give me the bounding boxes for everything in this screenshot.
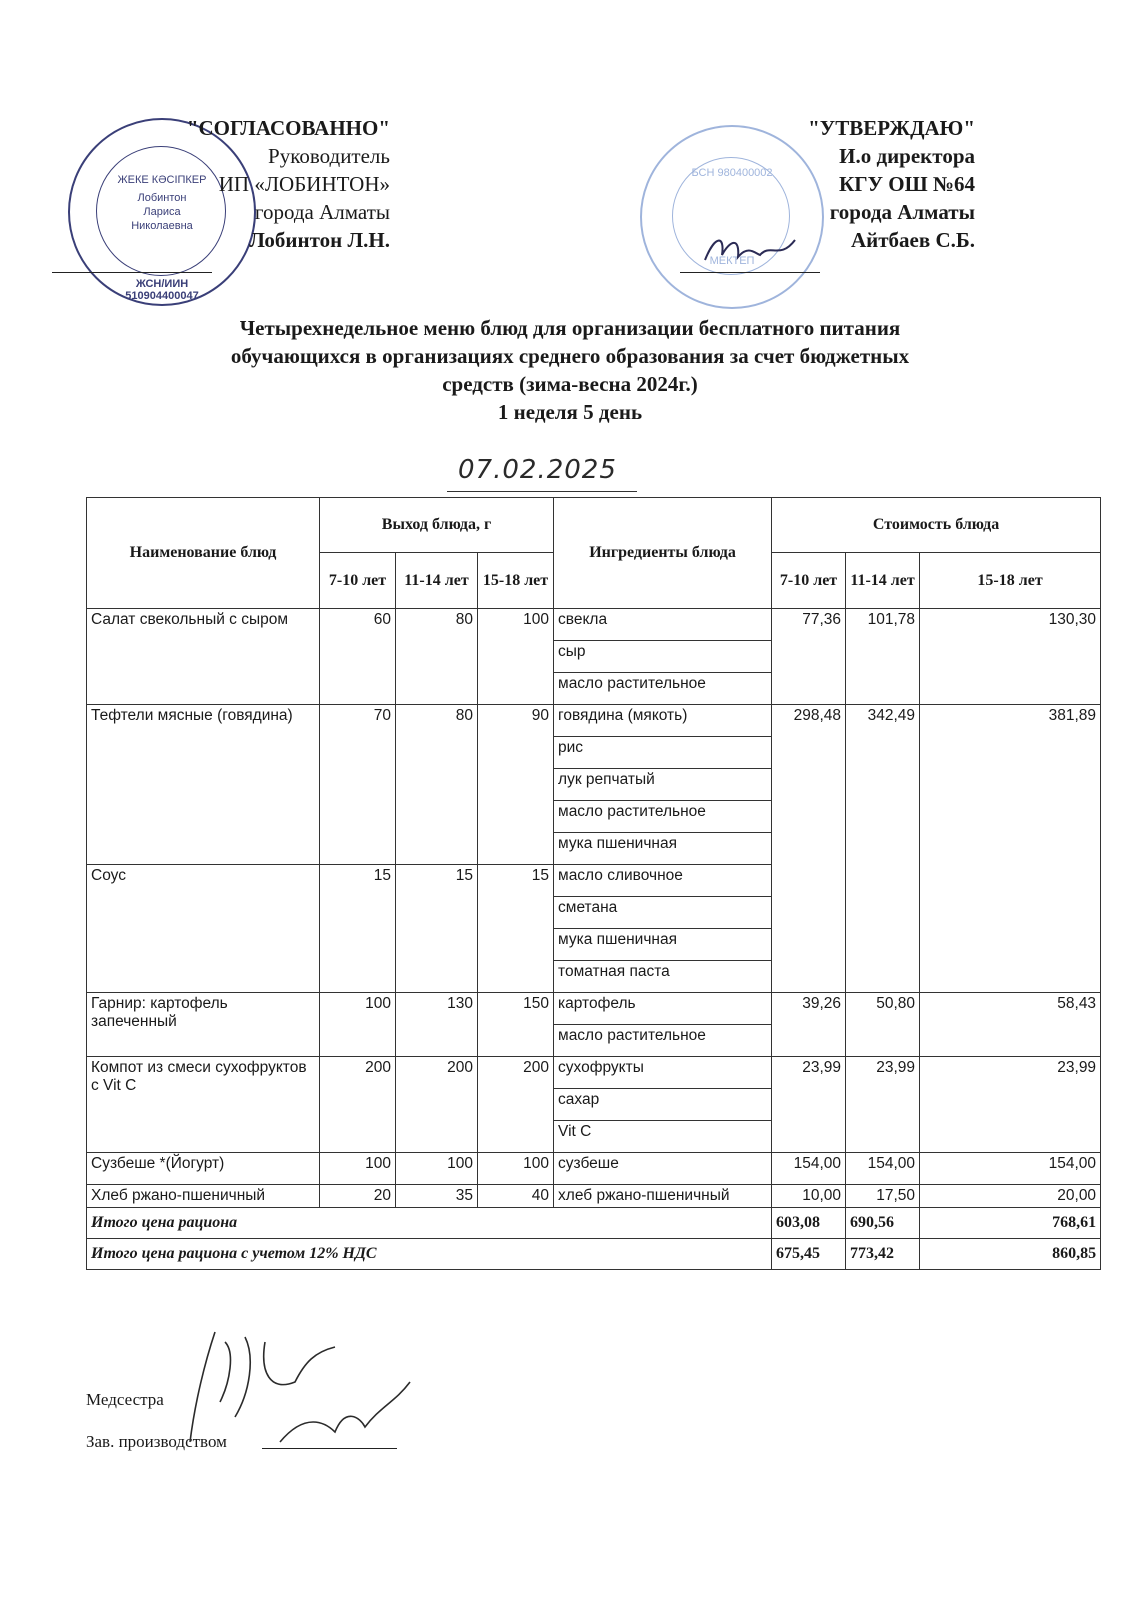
- dish-cost-15-18: 23,99: [920, 1057, 1101, 1153]
- header-cost-age-7-10: 7-10 лет: [772, 553, 846, 609]
- dish-name: Сузбеше *(Йогурт): [87, 1153, 320, 1185]
- ingredient: сузбеше: [554, 1153, 772, 1185]
- dish-cost-7-10: 39,26: [772, 993, 846, 1057]
- dish-cost-11-14: 23,99: [846, 1057, 920, 1153]
- dish-yield-7-10: 20: [320, 1185, 396, 1208]
- table-row: [87, 1057, 1101, 1089]
- ingredient: свекла: [554, 609, 772, 641]
- total-row: [87, 1208, 1101, 1239]
- left-stamp-text-6: 510904400047: [125, 290, 199, 302]
- dish-yield-11-14: 100: [396, 1153, 478, 1185]
- dish-yield-11-14: 35: [396, 1185, 478, 1208]
- dish-cost-11-14: 101,78: [846, 609, 920, 705]
- ingredient: хлеб ржано-пшеничный: [554, 1185, 772, 1208]
- ingredient: масло растительное: [554, 673, 772, 705]
- ingredient: мука пшеничная: [554, 929, 772, 961]
- ingredient: сухофрукты: [554, 1057, 772, 1089]
- header-dish-name: Наименование блюд: [87, 498, 320, 609]
- dish-yield-11-14: 130: [396, 993, 478, 1057]
- dish-yield-7-10: 60: [320, 609, 396, 705]
- total-label: Итого цена рациона: [87, 1208, 772, 1239]
- ingredient: сметана: [554, 897, 772, 929]
- dish-yield-15-18: 40: [478, 1185, 554, 1208]
- table-row: [87, 609, 1101, 641]
- header-right-line4: Айтбаев С.Б.: [850, 228, 975, 252]
- dish-cost-11-14: 50,80: [846, 993, 920, 1057]
- header-right-line1: И.о директора: [839, 144, 975, 168]
- dish-cost-15-18: 130,30: [920, 609, 1101, 705]
- dish-yield-7-10: 100: [320, 993, 396, 1057]
- dish-cost-7-10: 10,00: [772, 1185, 846, 1208]
- dish-cost-15-18: 20,00: [920, 1185, 1101, 1208]
- header-left-title: "СОГЛАСОВАННО": [186, 116, 390, 140]
- dish-yield-11-14: 200: [396, 1057, 478, 1153]
- right-stamp-text-2: МЕКТЕП: [709, 255, 755, 267]
- header-cost-age-15-18: 15-18 лет: [920, 553, 1101, 609]
- dish-yield-7-10: 200: [320, 1057, 396, 1153]
- nurse-label: Медсестра: [86, 1390, 164, 1409]
- header-yield-age-7-10: 7-10 лет: [320, 553, 396, 609]
- total-vat-row: [87, 1239, 1101, 1270]
- header-left-line1: Руководитель: [268, 144, 390, 168]
- left-stamp-text-1: ЖЕКЕ КӘСІПКЕР: [117, 174, 207, 186]
- dish-name: Тефтели мясные (говядина): [87, 705, 320, 865]
- dish-yield-15-18: 100: [478, 609, 554, 705]
- handwritten-date: 07.02.2025: [458, 455, 617, 485]
- dish-yield-11-14: 15: [396, 865, 478, 993]
- dish-cost-11-14: 342,49: [846, 705, 920, 993]
- total-15-18: 768,61: [920, 1208, 1101, 1239]
- ingredient: говядина (мякоть): [554, 705, 772, 737]
- ingredient: масло сливочное: [554, 865, 772, 897]
- table-row: [87, 1185, 1101, 1208]
- ingredient: рис: [554, 737, 772, 769]
- ingredient: лук репчатый: [554, 769, 772, 801]
- menu-table: [86, 497, 1101, 1270]
- document-title: [60, 314, 1080, 426]
- header-yield-age-11-14: 11-14 лет: [396, 553, 478, 609]
- total-vat-7-10: 675,45: [772, 1239, 846, 1270]
- header-left-block: [100, 114, 390, 254]
- total-11-14: 690,56: [846, 1208, 920, 1239]
- left-stamp-text-3: Лариса: [143, 206, 181, 218]
- left-stamp-text-5: ЖСН/ИИН: [135, 278, 189, 290]
- title-line-3: средств (зима-весна 2024г.): [442, 372, 698, 396]
- header-right-line2: КГУ ОШ №64: [839, 172, 975, 196]
- title-line-2: обучающихся в организациях среднего образования за счет бюджетных: [230, 344, 910, 368]
- dish-yield-7-10: 70: [320, 705, 396, 865]
- title-line-4: 1 неделя 5 день: [497, 400, 643, 424]
- total-vat-label: Итого цена рациона с учетом 12% НДС: [87, 1239, 772, 1270]
- dish-name: Гарнир: картофель запеченный: [87, 993, 320, 1057]
- dish-yield-15-18: 200: [478, 1057, 554, 1153]
- header-left-line2: ИП «ЛОБИНТОН»: [218, 172, 390, 196]
- header-right-line3: города Алматы: [829, 200, 975, 224]
- dish-cost-7-10: 298,48: [772, 705, 846, 993]
- dish-yield-15-18: 90: [478, 705, 554, 865]
- table-row: [87, 1153, 1101, 1185]
- ingredient: томатная паста: [554, 961, 772, 993]
- right-stamp-text-1: БСН 980400002: [691, 167, 773, 179]
- dish-cost-11-14: 17,50: [846, 1185, 920, 1208]
- header-ingredients: Ингредиенты блюда: [554, 498, 772, 609]
- header-cost-age-11-14: 11-14 лет: [846, 553, 920, 609]
- total-vat-15-18: 860,85: [920, 1239, 1101, 1270]
- dish-cost-15-18: 154,00: [920, 1153, 1101, 1185]
- dish-yield-11-14: 80: [396, 609, 478, 705]
- header-yield-age-15-18: 15-18 лет: [478, 553, 554, 609]
- ingredient: масло растительное: [554, 1025, 772, 1057]
- dish-yield-15-18: 150: [478, 993, 554, 1057]
- title-line-1: Четырехнедельное меню блюд для организации бесплатного питания: [239, 316, 901, 340]
- left-stamp-text-4: Николаевна: [131, 220, 193, 232]
- header-yield: Выход блюда, г: [320, 498, 554, 553]
- dish-yield-11-14: 80: [396, 705, 478, 865]
- ingredient: Vit C: [554, 1121, 772, 1153]
- ingredient: картофель: [554, 993, 772, 1025]
- dish-cost-7-10: 154,00: [772, 1153, 846, 1185]
- header-left-line4: Лобинтон Л.Н.: [249, 228, 390, 252]
- director-signature: [700, 225, 810, 275]
- left-signature-line: [52, 272, 212, 273]
- dish-cost-7-10: 77,36: [772, 609, 846, 705]
- dish-cost-15-18: 58,43: [920, 993, 1101, 1057]
- dish-name: Хлеб ржано-пшеничный: [87, 1185, 320, 1208]
- dish-yield-7-10: 100: [320, 1153, 396, 1185]
- ingredient: сахар: [554, 1089, 772, 1121]
- staff-signatures: [185, 1322, 425, 1462]
- dish-yield-15-18: 15: [478, 865, 554, 993]
- dish-yield-15-18: 100: [478, 1153, 554, 1185]
- table-row: [87, 993, 1101, 1025]
- dish-cost-7-10: 23,99: [772, 1057, 846, 1153]
- dish-cost-15-18: 381,89: [920, 705, 1101, 993]
- ingredient: сыр: [554, 641, 772, 673]
- production-manager-label: Зав. производством: [86, 1432, 227, 1451]
- table-row: [87, 705, 1101, 737]
- left-stamp-text-2: Лобинтон: [137, 192, 187, 204]
- total-vat-11-14: 773,42: [846, 1239, 920, 1270]
- dish-name: Соус: [87, 865, 320, 993]
- ingredient: масло растительное: [554, 801, 772, 833]
- ingredient: мука пшеничная: [554, 833, 772, 865]
- dish-yield-7-10: 15: [320, 865, 396, 993]
- dish-name: Компот из смеси сухофруктов с Vit C: [87, 1057, 320, 1153]
- dish-cost-11-14: 154,00: [846, 1153, 920, 1185]
- header-cost: Стоимость блюда: [772, 498, 1101, 553]
- total-7-10: 603,08: [772, 1208, 846, 1239]
- header-left-line3: города Алматы: [254, 200, 390, 224]
- header-right-title: "УТВЕРЖДАЮ": [808, 116, 975, 140]
- dish-name: Салат свекольный с сыром: [87, 609, 320, 705]
